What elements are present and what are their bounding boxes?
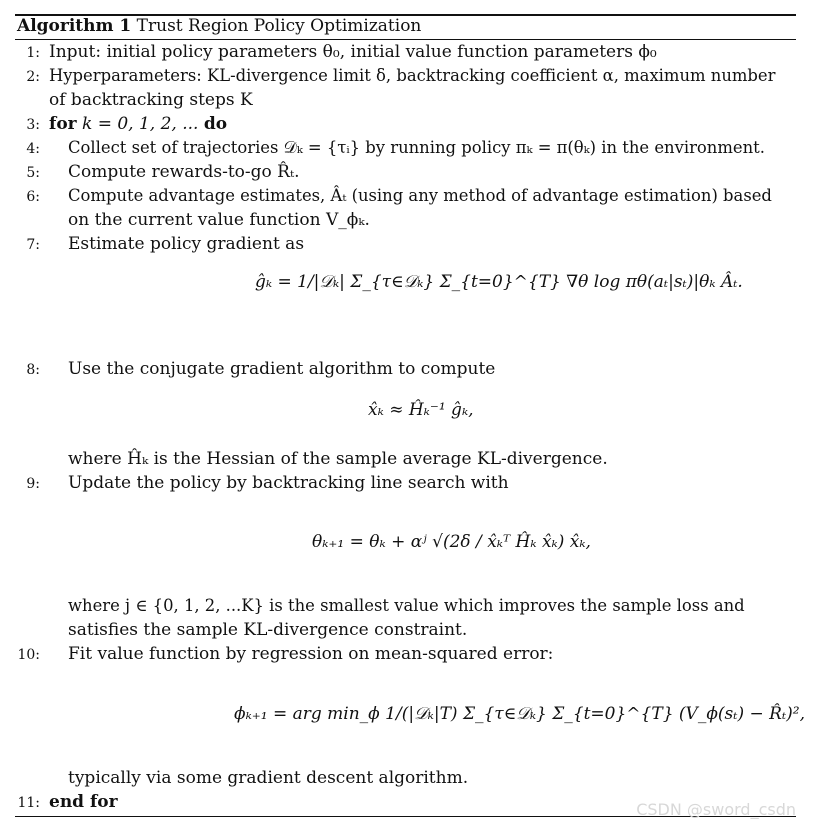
line-text-after: where Ĥₖ is the Hessian of the sample average KL-divergence. — [68, 449, 608, 469]
line-text: Collect set of trajectories 𝒟ₖ = {τᵢ} by running policy πₖ = π(θₖ) in the environment. — [68, 138, 765, 157]
equation-text: θₖ₊₁ = θₖ + αʲ √(2δ / x̂ₖᵀ Ĥₖ x̂ₖ) x̂ₖ, — [312, 532, 591, 552]
line-number: 4: — [26, 141, 40, 157]
line-number: 9: — [26, 476, 40, 492]
line-text: Fit value function by regression on mean-squared error: — [68, 644, 554, 664]
equation-text: x̂ₖ ≈ Ĥₖ⁻¹ ĝₖ, — [368, 400, 474, 420]
line-number: 10: — [17, 647, 40, 663]
line-text-after: satisfies the sample KL-divergence constraint. — [68, 620, 468, 640]
loop-range: k = 0, 1, 2, ... — [82, 114, 199, 134]
line-text: Compute advantage estimates, Âₜ (using any method of advantage estimation) based — [68, 186, 772, 205]
line-text: Update the policy by backtracking line search with — [68, 473, 509, 493]
equation-policy-gradient — [255, 272, 743, 292]
equation-line-search — [312, 532, 591, 552]
line-text-continued: of backtracking steps K — [49, 90, 253, 110]
line-number: 3: — [26, 117, 40, 133]
algorithm-header — [17, 15, 421, 37]
line-number: 1: — [26, 45, 40, 61]
line-text: Estimate policy gradient as — [68, 234, 305, 254]
line-number: 7: — [26, 237, 40, 253]
line-number: 11: — [17, 795, 40, 811]
line-text-after: where j ∈ {0, 1, 2, ...K} is the smallest value which improves the sample loss and — [68, 596, 745, 615]
line-number: 5: — [26, 165, 40, 181]
equation-conjugate-gradient — [368, 400, 474, 420]
algorithm-label: Algorithm 1 — [17, 16, 132, 36]
equation-text: ϕₖ₊₁ = arg min_ϕ 1/(|𝒟ₖ|T) Σ_{τ∈𝒟ₖ} Σ_{t=0}^{T} (V_ϕ(sₜ) − R̂ₜ)², — [234, 704, 805, 724]
keyword-do: do — [203, 114, 228, 134]
algorithm-title: Trust Region Policy Optimization — [136, 16, 422, 36]
header-rule — [15, 39, 796, 40]
line-text: Compute rewards-to-go R̂ₜ. — [68, 162, 300, 182]
equation-text: ĝₖ = 1/|𝒟ₖ| Σ_{τ∈𝒟ₖ} Σ_{t=0}^{T} ∇θ log πθ(aₜ|sₜ)|θₖ Âₜ. — [255, 272, 743, 292]
keyword-for: for — [49, 114, 77, 134]
line-number: 6: — [26, 189, 40, 205]
line-text-continued: on the current value function V_ϕₖ. — [68, 210, 370, 230]
keyword-end-for: end for — [49, 792, 118, 812]
line-text: Input: initial policy parameters θ₀, initial value function parameters ϕ₀ — [49, 42, 657, 62]
equation-value-regression — [234, 704, 805, 724]
line-number: 2: — [26, 69, 40, 85]
line-text: Hyperparameters: KL-divergence limit δ, backtracking coefficient α, maximum number — [49, 66, 776, 85]
for-statement — [49, 113, 227, 135]
line-text-after: typically via some gradient descent algorithm. — [68, 768, 469, 788]
line-text: Use the conjugate gradient algorithm to compute — [68, 359, 496, 379]
watermark: CSDN @sword_csdn — [636, 800, 796, 819]
line-number: 8: — [26, 362, 40, 378]
